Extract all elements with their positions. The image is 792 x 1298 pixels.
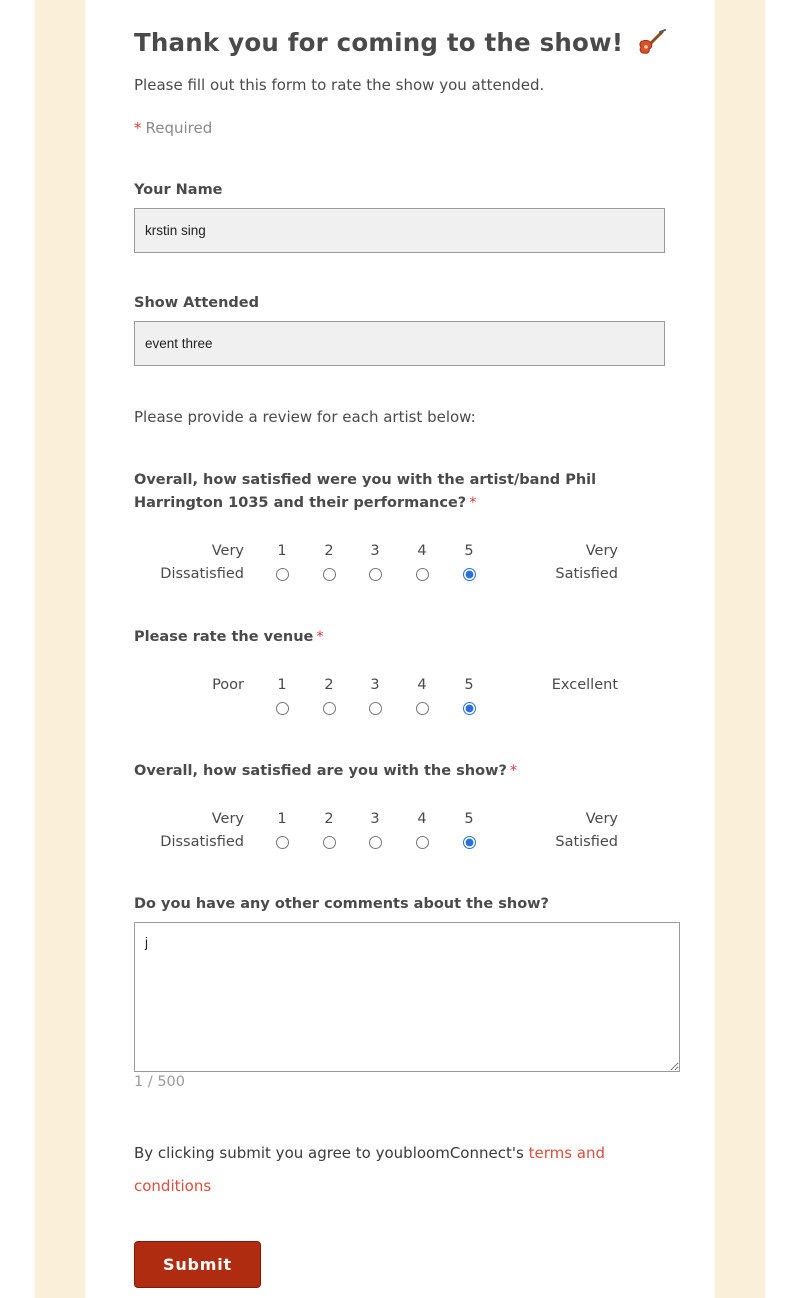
terms-link[interactable]: terms and conditions	[134, 1144, 606, 1195]
guitar-icon	[638, 29, 666, 61]
character-counter: 1 / 500	[134, 1074, 186, 1090]
rating-option-4[interactable]	[407, 674, 437, 715]
rating-option-number: 4	[417, 543, 427, 559]
rating-option-number: 4	[417, 811, 427, 827]
rating-radio-1[interactable]	[276, 702, 289, 715]
review-intro-text: Please provide a review for each artist below:	[134, 408, 476, 426]
question-artist-satisfaction-label	[134, 469, 634, 515]
rating-option-5[interactable]	[454, 674, 484, 715]
rating-option-number: 2	[324, 543, 334, 559]
rating-option-5[interactable]	[454, 808, 484, 849]
page-side-band-right	[715, 0, 765, 1298]
rating-option-number: 3	[370, 677, 380, 693]
scale-high-label: Excellent	[551, 677, 618, 693]
rating-option-2[interactable]	[314, 674, 344, 715]
required-star: *	[316, 629, 324, 645]
rating-scale-venue	[134, 674, 694, 724]
form-card	[85, 0, 715, 1298]
rating-option-number: 5	[464, 811, 474, 827]
required-star: *	[509, 763, 518, 779]
rating-radio-5[interactable]	[463, 702, 476, 715]
rating-radio-3[interactable]	[369, 568, 382, 581]
page-side-band-left	[35, 0, 85, 1298]
terms-agreement-text	[134, 1137, 654, 1203]
rating-option-3[interactable]	[360, 808, 390, 849]
rating-option-number: 5	[464, 677, 474, 693]
agreement-text: By clicking submit you agree to youbloomConnect's	[134, 1144, 529, 1162]
rating-scale-show	[134, 808, 694, 858]
question-text: Overall, how satisfied are you with the show?	[134, 763, 507, 779]
rating-option-2[interactable]	[314, 540, 344, 581]
rating-option-5[interactable]	[454, 540, 484, 581]
rating-radio-4[interactable]	[416, 702, 429, 715]
form-title-text: Thank you for coming to the show!	[134, 28, 624, 57]
rating-option-3[interactable]	[360, 540, 390, 581]
rating-option-4[interactable]	[407, 808, 437, 849]
rating-option-number: 2	[324, 677, 334, 693]
rating-radio-4[interactable]	[416, 568, 429, 581]
scale-low-label: Very Dissatisfied	[160, 543, 244, 582]
rating-option-number: 1	[277, 677, 287, 693]
rating-option-number: 5	[464, 543, 474, 559]
rating-option-number: 1	[277, 811, 287, 827]
required-star: *	[134, 119, 142, 137]
scale-high-label: Very Satisfied	[555, 543, 618, 582]
rating-radio-2[interactable]	[323, 702, 336, 715]
question-text: Please rate the venue	[134, 629, 314, 645]
scale-low-label: Very Dissatisfied	[160, 811, 244, 850]
rating-radio-4[interactable]	[416, 836, 429, 849]
required-note-text: Required	[145, 119, 213, 137]
form-description: Please fill out this form to rate the show you attended.	[134, 76, 545, 94]
rating-option-number: 3	[370, 811, 380, 827]
rating-radio-5[interactable]	[463, 568, 476, 581]
rating-option-1[interactable]	[267, 808, 297, 849]
scale-low-label: Poor	[212, 677, 244, 693]
rating-option-number: 2	[324, 811, 334, 827]
submit-button[interactable]: Submit	[134, 1241, 261, 1288]
rating-option-4[interactable]	[407, 540, 437, 581]
rating-radio-1[interactable]	[276, 568, 289, 581]
rating-radio-1[interactable]	[276, 836, 289, 849]
rating-option-1[interactable]	[267, 674, 297, 715]
rating-radio-5[interactable]	[463, 836, 476, 849]
rating-radio-2[interactable]	[323, 568, 336, 581]
show-attended-label: Show Attended	[134, 295, 260, 311]
required-note	[134, 119, 212, 137]
scale-high-label: Very Satisfied	[555, 811, 618, 850]
comments-label: Do you have any other comments about the show?	[134, 896, 549, 912]
question-text: Overall, how satisfied were you with the artist/band Phil Harrington 1035 and their performance?	[134, 472, 597, 511]
rating-scale-artist	[134, 540, 694, 590]
rating-option-number: 1	[277, 543, 287, 559]
name-input[interactable]: krstin sing	[134, 208, 665, 253]
rating-option-number: 3	[370, 543, 380, 559]
required-star: *	[469, 495, 477, 511]
question-show-satisfaction-label	[134, 760, 634, 783]
question-venue-label	[134, 626, 634, 649]
rating-option-3[interactable]	[360, 674, 390, 715]
comments-textarea[interactable]	[134, 922, 680, 1072]
rating-option-2[interactable]	[314, 808, 344, 849]
rating-radio-2[interactable]	[323, 836, 336, 849]
rating-radio-3[interactable]	[369, 836, 382, 849]
rating-option-1[interactable]	[267, 540, 297, 581]
show-attended-input[interactable]: event three	[134, 321, 665, 366]
rating-radio-3[interactable]	[369, 702, 382, 715]
name-label: Your Name	[134, 182, 223, 198]
rating-option-number: 4	[417, 677, 427, 693]
page-title	[134, 28, 666, 61]
